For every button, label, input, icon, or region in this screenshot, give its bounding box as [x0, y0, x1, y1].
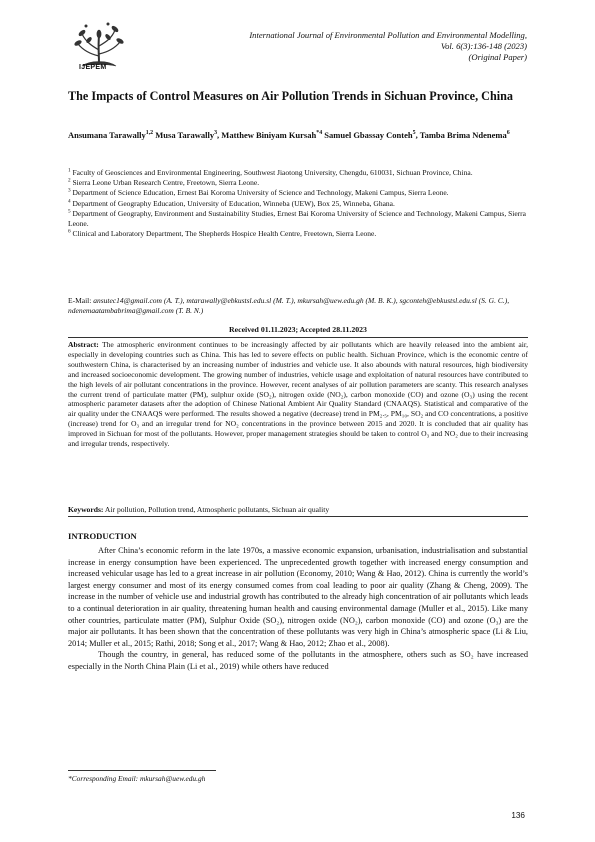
section-heading-introduction: INTRODUCTION [68, 531, 137, 541]
received-accepted-dates: Received 01.11.2023; Accepted 28.11.2023 [229, 325, 367, 334]
affiliation-list [68, 168, 528, 239]
journal-header [167, 30, 527, 63]
author: Samuel Gbassay Conteh$^5$ [324, 130, 416, 140]
abstract-top-rule [68, 337, 528, 338]
affiliation-item: $^1$ Faculty of Geosciences and Environmental Engineering, Southwest Jiaotong University, Chengdu, 610031, Sichuan Province, China. [68, 167, 473, 177]
footnote-rule [68, 770, 216, 771]
paragraph: Though the country, in general, has reduced some of the pollutants in the atmosphere, others such as SO₂ have increased especially in the North China Plain (Li et al., 2019) while others have reduced [68, 650, 528, 671]
affiliation-item: $^4$ Department of Geography Education, University of Education, Winneba (UEW), Box 25, Winneba, Ghana. [68, 198, 395, 208]
email-label: E-Mail: [68, 296, 92, 305]
keywords [68, 505, 528, 515]
abstract-label: Abstract: [68, 340, 99, 349]
keywords-label: Keywords: [68, 505, 104, 514]
author-list: Ansumana Tarawally$^{1,2}$ Musa Tarawally$^3$, Matthew Biniyam Kursah$^{*4}$ Samuel Gbassay Conteh$^5$, Tamba Brima Ndenema$^6$ [68, 130, 510, 140]
keywords-text: Air pollution, Pollution trend, Atmospheric pollutants, Sichuan air quality [104, 505, 330, 514]
journal-name: International Journal of Environmental Pollution and Environmental Modelling, [249, 30, 527, 40]
email-addresses[interactable]: ansutec14@gmail.com (A. T.), mtarawally@ebkustsl.edu.sl (M. T.), mkursah@uew.edu.gh (M. B. K.), sgconteh@ebkustsl.edu.sl (S. G. C.), ndenemaatambabrima@gmail.com (T. B. N.) [68, 296, 510, 316]
affiliation-item: $^3$ Department of Science Education, Ernest Bai Koroma University of Science and Technology, Makeni Campus, Sierra Leone. [68, 187, 449, 198]
journal-logo-text: IJEPEM [79, 64, 107, 71]
abstract-bottom-rule [68, 516, 528, 517]
author-emails [68, 296, 528, 316]
affiliation-item: $^6$ Clinical and Laboratory Department, The Shepherds Hospice Health Centre, Freetown, Sierra Leone. [68, 228, 377, 239]
author: Ansumana Tarawally$^{1,2}$ [68, 130, 154, 140]
paper-title: The Impacts of Control Measures on Air Pollution Trends in Sichuan Province, China [68, 89, 514, 103]
author: Matthew Biniyam Kursah$^{*4}$ [221, 130, 323, 140]
affiliation-item: $^5$ Department of Geography, Environment and Sustainability Studies, Ernest Bai Koroma University of Science and Technology, Makeni Campus, Sierra Leone. [68, 208, 526, 229]
abstract [68, 340, 528, 449]
page-number: 136 [511, 811, 525, 820]
introduction-body [68, 545, 528, 673]
affiliation-item: $^2$ Sierra Leone Urban Research Centre, Freetown, Sierra Leone. [68, 177, 260, 188]
paper-type: (Original Paper) [468, 52, 527, 62]
journal-volume: Vol. 6(3):136-148 (2023) [440, 41, 527, 51]
paragraph: After China’s economic reform in the late 1970s, a massive economic expansion, urbanisation, industrialisation and substantial increase in energy consumption have been experienced. The unprecedented growth together with increased energy consumption and increased vehicular usage has led to a great increase in air pollution (Economy, 2010; Wang & Hao, 2012). China is currently the world’s largest energy consumer and most of its energy consumed comes from coal leading to poor air quality (Zhang & Cheng, 2009). The increase in the number of vehicle use and industrial growth has contributed to the already high concentration of air pollutants which leads to a continual deterioration in air quality, threatening human health and causing environmental damage (Muller et al., 2015). Like many other countries, particulate matter (PM), Sulphur Oxide (SO₂), nitrogen oxide (NO₂), carbon monoxide (CO) and ozone (O₃) are the major air pollutants. It has been shown that the concentration of these pollutants was very high in China’s atmospheric space (Li & Liu, 2014; Muller et al., 2015; Rathi, 2018; Song et al., 2017; Wang & Hao, 2012; Zhao et al., 2008). [68, 546, 528, 648]
corresponding-author-footnote: *Corresponding Email: mkursah@uew.edu.gh [68, 774, 206, 783]
abstract-text: The atmospheric environment continues to be increasingly affected by air pollutants which are heavily released into the ambient air, especially in developing countries such as China. This has led to severe effects on public health. Sichuan Province, which is the economic centre of southwestern China, is characterised by an increasing number of industries and vehicle use. It also abounds with natural resources, high biodiversity and increased socioeconomic development. The growing number of industries, vehicle usage and exploitation of natural resources have contributed to the high levels of air pollutant concentrations in the province. However, recent analyses of air pollution parameters are scanty. This research analyses the current trend of particulate matter (PM), sulphur oxide (SO₂), nitrogen oxide (NO₂), carbon monoxide (CO) and ozone (O₃) using the recent atmospheric parameter datasets after the adoption of Chinese National Ambient Air Quality Standard (CNAAQS). Statistical and comparative of the air quality under the CNAAQS were performed. The results showed a negative (decrease) trend in PM₂.₅, PM₁₀, SO₂ and CO concentrations, a positive (increase) trend for O₃ and an irregular trend for NO₂ concentrations in the province between 2015 and 2020. It is concluded that air quality has improved in Sichuan for most of the pollutants. However, proper management strategies should be taken to control O₃ and NO₂ due to their increasing and irregular trends, respectively. [68, 340, 528, 449]
author: Tamba Brima Ndenema$^6$ [419, 130, 510, 140]
author: Musa Tarawally$^3$ [155, 130, 218, 140]
